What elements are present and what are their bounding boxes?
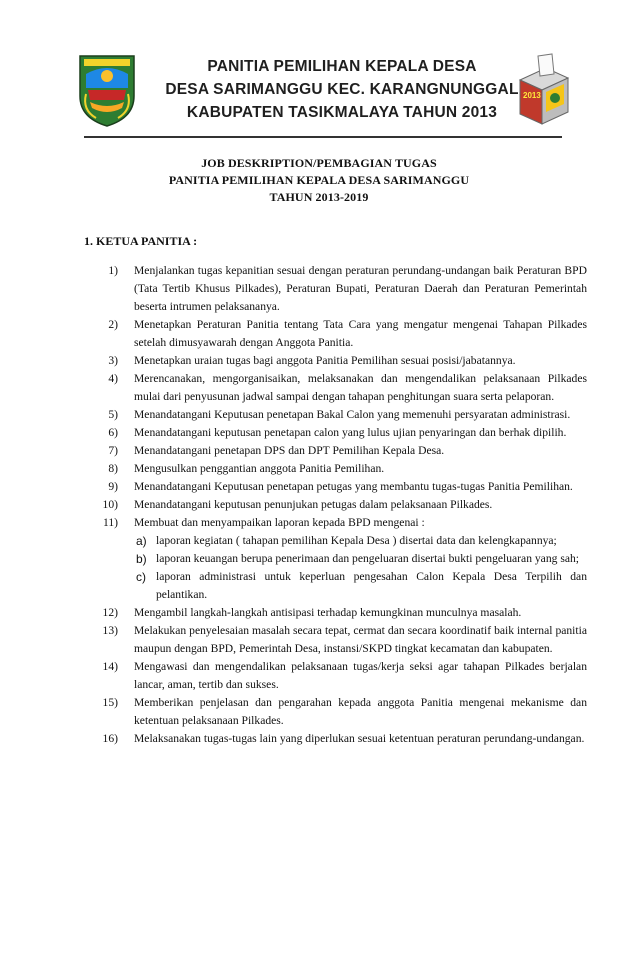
- list-item: [84, 442, 587, 460]
- item-number: 5): [108, 408, 118, 421]
- item-number: 4): [108, 372, 118, 385]
- sub-item-text: laporan kegiatan ( tahapan pemilihan Kepala Desa ) disertai data dan kelengkapannya;: [156, 534, 557, 547]
- section-heading: 1. KETUA PANITIA :: [84, 234, 198, 248]
- item-text: Menjalankan tugas kepanitian sesuai dengan peraturan perundang-undangan baik Peraturan BPD (Tata Tertib Khusus Pilkades), Peraturan Bupati, Peraturan Daerah dan Peraturan Pemerintah beserta intrumen pelaksananya.: [134, 264, 587, 313]
- item-number: 3): [108, 354, 118, 367]
- item-text: Mengambil langkah-langkah antisipasi terhadap kemungkinan munculnya masalah.: [134, 606, 522, 619]
- letterhead: [76, 48, 566, 132]
- item-text: Menandatangani penetapan DPS dan DPT Pemilihan Kepala Desa.: [134, 444, 445, 457]
- list-item: [84, 406, 587, 424]
- item-number: 14): [102, 660, 118, 673]
- letterhead-line-1: PANITIA PEMILIHAN KEPALA DESA: [207, 58, 477, 75]
- list-item: [84, 730, 587, 748]
- list-item: [84, 658, 587, 694]
- letterhead-line-3: KABUPATEN TASIKMALAYA TAHUN 2013: [186, 104, 498, 121]
- item-number: 11): [102, 516, 118, 529]
- list-item: [84, 316, 587, 352]
- item-number: 10): [102, 498, 118, 511]
- list-item: [84, 496, 587, 514]
- list-item: [84, 694, 587, 730]
- item-number: 9): [108, 480, 118, 493]
- duty-list: [84, 262, 587, 748]
- tasikmalaya-emblem-logo: [76, 52, 138, 128]
- item-text: Menandatangani keputusan penunjukan petugas dalam pelaksanaan Pilkades.: [134, 498, 493, 511]
- item-number: 15): [102, 696, 118, 709]
- item-number: 1): [108, 264, 118, 277]
- sub-list-item: [84, 532, 587, 550]
- list-item: [84, 604, 587, 622]
- item-number: 13): [102, 624, 118, 637]
- ballot-box-logo: [512, 52, 572, 130]
- sub-item-letter: b): [136, 552, 147, 566]
- list-item: [84, 478, 587, 496]
- list-item: [84, 262, 587, 316]
- list-item: [84, 424, 587, 442]
- list-item: [84, 370, 587, 406]
- item-text: Mengusulkan penggantian anggota Panitia Pemilihan.: [134, 462, 385, 475]
- item-text: Menandatangani keputusan penetapan calon yang lulus ujian penyaringan dan berhak dipilih.: [134, 426, 567, 439]
- sub-list-item: [84, 568, 587, 604]
- item-number: 2): [108, 318, 118, 331]
- item-number: 6): [108, 426, 118, 439]
- item-text: Mengawasi dan mengendalikan pelaksanaan tugas/kerja seksi agar tahapan Pilkades berjalan lancar, aman, tertib dan sukses.: [134, 660, 587, 691]
- letterhead-divider: [84, 136, 562, 138]
- sub-item-text: laporan administrasi untuk keperluan pengesahan Calon Kepala Desa Terpilih dan pelantikan.: [156, 570, 587, 601]
- document-title-line-1: JOB DESKRIPTION/PEMBAGIAN TUGAS: [201, 156, 437, 170]
- item-text: Menandatangani Keputusan penetapan Bakal Calon yang memenuhi persyaratan administrasi.: [134, 408, 571, 421]
- document-title-line-3: TAHUN 2013-2019: [269, 190, 369, 204]
- letterhead-line-2: DESA SARIMANGGU KEC. KARANGNUNGGAL: [165, 81, 519, 98]
- sub-item-letter: a): [136, 534, 147, 548]
- sub-list-item: [84, 550, 587, 568]
- item-text: Merencanakan, mengorganisaikan, melaksanakan dan mengendalikan pelaksanaan Pilkades mulai dari penyusunan jadwal sampai dengan tahapan penghitungan suara serta pelaporan.: [134, 372, 587, 403]
- item-number: 16): [102, 732, 118, 745]
- sub-item-letter: c): [136, 570, 146, 584]
- item-number: 8): [108, 462, 118, 475]
- list-item: [84, 514, 587, 532]
- item-text: Memberikan penjelasan dan pengarahan kepada anggota Panitia mengenai mekanisme dan ketentuan pelaksanaan Pilkades.: [134, 696, 587, 727]
- item-text: Menandatangani Keputusan penetapan petugas yang membantu tugas-tugas Panitia Pemilihan.: [134, 480, 573, 493]
- item-text: Menetapkan Peraturan Panitia tentang Tata Cara yang mengatur mengenai Tahapan Pilkades setelah dimusyawarah dengan Anggota Panitia.: [134, 318, 587, 349]
- item-text: Membuat dan menyampaikan laporan kepada BPD mengenai :: [134, 516, 425, 529]
- item-text: Menetapkan uraian tugas bagi anggota Panitia Pemilihan sesuai posisi/jabatannya.: [134, 354, 516, 367]
- list-item: [84, 352, 587, 370]
- item-number: 12): [102, 606, 118, 619]
- ballot-box-year: 2013: [523, 91, 541, 100]
- item-text: Melaksanakan tugas-tugas lain yang diperlukan sesuai ketentuan peraturan perundang-undangan.: [134, 732, 585, 745]
- document-title-line-2: PANITIA PEMILIHAN KEPALA DESA SARIMANGGU: [168, 173, 470, 187]
- list-item: [84, 622, 587, 658]
- item-text: Melakukan penyelesaian masalah secara tepat, cermat dan secara koordinatif baik internal panitia maupun dengan BPD, Pemerintah Desa, instansi/SKPD tingkat kecamatan dan kabupaten.: [134, 624, 587, 655]
- sub-item-text: laporan keuangan berupa penerimaan dan pengeluaran disertai bukti pengeluaran yang sah;: [156, 552, 579, 565]
- list-item: [84, 460, 587, 478]
- item-number: 7): [108, 444, 118, 457]
